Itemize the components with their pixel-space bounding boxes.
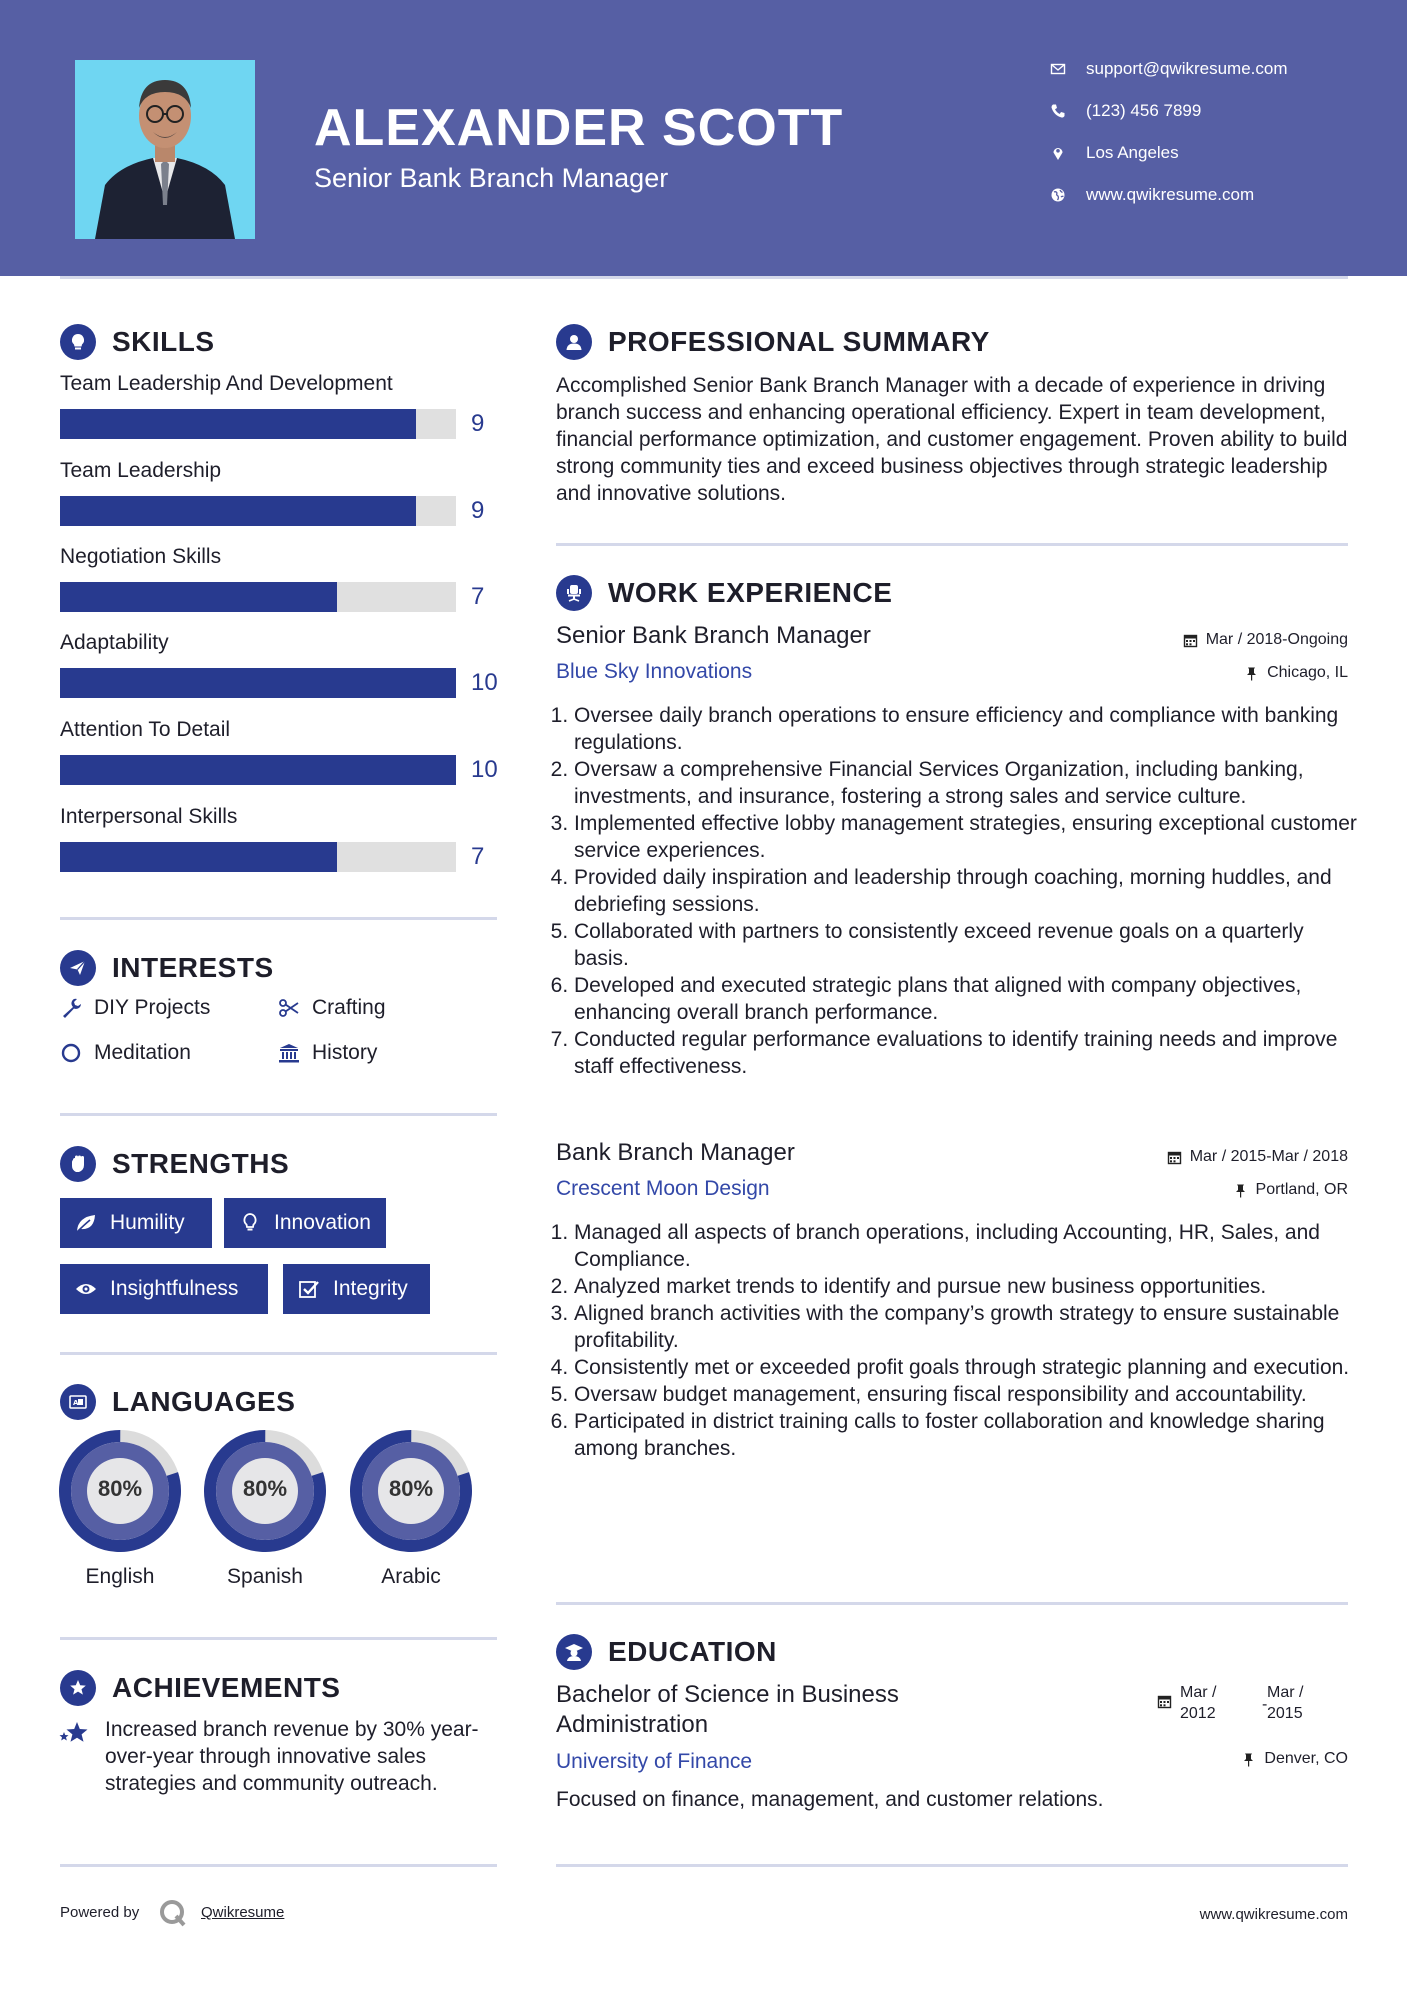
location-icon xyxy=(1050,145,1066,161)
skill-label: Negotiation Skills xyxy=(60,545,222,568)
interest-label: History xyxy=(312,1041,378,1064)
duty-item: 1. Oversee daily branch operations to ensure efficiency and compliance with banking regulations. xyxy=(574,702,1364,756)
experience-section-header xyxy=(556,573,892,613)
skill-bar xyxy=(60,496,456,526)
user-section-icon xyxy=(556,324,592,360)
summary-section-header xyxy=(556,322,990,362)
achievements-section-header xyxy=(60,1668,340,1708)
language-percent: 80% xyxy=(242,1476,288,1501)
strength-badge xyxy=(224,1198,386,1248)
skill-label: Team Leadership xyxy=(60,459,222,482)
contact-phone-text: (123) 456 7899 xyxy=(1086,101,1202,120)
leaf-icon xyxy=(74,1211,98,1235)
interest-item xyxy=(278,996,386,1020)
stars-icon xyxy=(58,1720,90,1748)
interest-item xyxy=(278,1041,377,1065)
contact-location xyxy=(1050,138,1179,168)
language-percent: 80% xyxy=(388,1476,434,1501)
skill-bar-fill xyxy=(60,668,456,698)
language-item xyxy=(204,1430,326,1588)
phone-icon xyxy=(1050,103,1066,119)
skill-bar-fill xyxy=(60,842,337,872)
wrench-icon xyxy=(60,997,82,1019)
job-dates-text: Mar / 2015-Mar / 2018 xyxy=(1189,1148,1348,1165)
skill-label: Adaptability xyxy=(60,631,169,654)
interests-section-header xyxy=(60,948,274,988)
strength-label: Innovation xyxy=(274,1211,371,1234)
language-label: Arabic xyxy=(381,1565,441,1588)
languages-title: LANGUAGES xyxy=(112,1386,296,1417)
achievement-text: Increased branch revenue by 30% year-over-year through innovative sales strategies and community outreach. xyxy=(105,1718,479,1795)
skill-value: 10 xyxy=(471,756,498,783)
duty-item: 2. Oversaw a comprehensive Financial Services Organization, including banking, investments, and insurance, fostering a strong sales and service culture. xyxy=(574,756,1364,810)
skill-value: 7 xyxy=(471,843,485,870)
job-title: Bank Branch Manager xyxy=(556,1139,795,1166)
globe-icon xyxy=(1050,187,1066,203)
strength-label: Insightfulness xyxy=(110,1277,239,1300)
paper-plane-section-icon xyxy=(60,950,96,986)
job-location xyxy=(1233,1181,1348,1199)
achievements-title: ACHIEVEMENTS xyxy=(112,1672,341,1703)
strength-badge xyxy=(283,1264,430,1314)
job-dates xyxy=(1183,631,1348,649)
duty-item: 7. Conducted regular performance evaluations to identify training needs and improve staff effectiveness. xyxy=(574,1026,1364,1080)
interest-label: Crafting xyxy=(312,996,386,1019)
job-title: Senior Bank Branch Manager xyxy=(556,622,871,649)
skill-bar xyxy=(60,755,456,785)
graduate-section-icon xyxy=(556,1634,592,1670)
skill-bar xyxy=(60,842,456,872)
skill-value: 9 xyxy=(471,497,485,524)
education-location xyxy=(1241,1750,1348,1768)
pin-icon xyxy=(1244,666,1259,681)
duty-item: 4. Provided daily inspiration and leadership through coaching, morning huddles, and debriefing sessions. xyxy=(574,864,1364,918)
calendar-icon xyxy=(1183,633,1198,648)
skill-value: 10 xyxy=(471,669,498,696)
strengths-title: STRENGTHS xyxy=(112,1148,290,1179)
qwikresume-link[interactable]: Qwikresume xyxy=(201,1904,285,1921)
interests-title: INTERESTS xyxy=(112,952,274,983)
calendar-icon xyxy=(1167,1150,1182,1165)
experience-title: WORK EXPERIENCE xyxy=(608,577,893,608)
duty-item: 2. Analyzed market trends to identify and pursue new business opportunities. xyxy=(574,1273,1364,1300)
degree: Bachelor of Science in Business Administration xyxy=(556,1681,899,1738)
job-company: Crescent Moon Design xyxy=(556,1177,770,1200)
star-badge-section-icon xyxy=(60,1670,96,1706)
candidate-name: ALEXANDER SCOTT xyxy=(314,99,844,157)
skill-bar-fill xyxy=(60,582,337,612)
section-divider xyxy=(556,1602,1348,1605)
language-item xyxy=(59,1430,181,1588)
education-date-start: Mar / 2012 xyxy=(1180,1684,1217,1722)
section-divider xyxy=(556,543,1348,546)
skills-title: SKILLS xyxy=(112,326,215,357)
calendar-icon xyxy=(1157,1694,1172,1709)
job-location xyxy=(1244,664,1348,682)
section-divider xyxy=(60,1637,497,1640)
footer-url[interactable]: www.qwikresume.com xyxy=(1199,1906,1348,1923)
strengths-section-header xyxy=(60,1144,289,1184)
education-description: Focused on finance, management, and customer relations. xyxy=(556,1788,1104,1811)
duty-item: 1. Managed all aspects of branch operations, including Accounting, HR, Sales, and Compliance. xyxy=(574,1219,1364,1273)
strength-label: Humility xyxy=(110,1211,185,1234)
education-section-header xyxy=(556,1632,777,1672)
language-section-icon xyxy=(60,1384,96,1420)
office-chair-section-icon xyxy=(556,575,592,611)
section-divider xyxy=(60,917,497,920)
lightbulb-icon xyxy=(238,1211,262,1235)
strength-badge xyxy=(60,1198,212,1248)
skill-value: 7 xyxy=(471,583,485,610)
interest-label: Meditation xyxy=(94,1041,191,1064)
contact-email[interactable] xyxy=(1050,54,1288,84)
skill-bar-fill xyxy=(60,755,456,785)
contact-location-text: Los Angeles xyxy=(1086,143,1179,162)
eye-icon xyxy=(74,1277,98,1301)
job-location-text: Chicago, IL xyxy=(1267,664,1348,681)
circle-icon xyxy=(60,1042,82,1064)
skill-value: 9 xyxy=(471,410,485,437)
duty-item: 5. Oversaw budget management, ensuring fiscal responsibility and accountability. xyxy=(574,1381,1364,1408)
job-company: Blue Sky Innovations xyxy=(556,660,753,683)
duty-item: 4. Consistently met or exceeded profit goals through strategic planning and execution. xyxy=(574,1354,1364,1381)
duty-item: 6. Participated in district training calls to foster collaboration and knowledge sharing among branches. xyxy=(574,1408,1364,1462)
education-date-end: Mar / 2015 xyxy=(1267,1684,1304,1722)
skills-section-header xyxy=(60,322,215,362)
education-date-separator: - xyxy=(1262,1696,1268,1713)
pin-icon xyxy=(1241,1752,1256,1767)
language-percent: 80% xyxy=(97,1476,143,1501)
summary-title: PROFESSIONAL SUMMARY xyxy=(608,326,990,357)
summary-text: Accomplished Senior Bank Branch Manager with a decade of experience in driving branch success and enhancing operational efficiency. Expert in team development, financial performance optimization, and customer engagement. Proven ability to build strong community ties and exceed business objectives through strategic leadership and innovative solutions. xyxy=(556,374,1348,505)
check-square-icon xyxy=(297,1277,321,1301)
section-divider xyxy=(60,1113,497,1116)
job-duties xyxy=(556,1219,1364,1462)
svg-text:A: A xyxy=(73,1399,79,1407)
contact-website-text: www.qwikresume.com xyxy=(1086,185,1255,204)
languages-section-header xyxy=(60,1382,295,1422)
contact-email-text: support@qwikresume.com xyxy=(1086,59,1288,78)
duty-item: 3. Implemented effective lobby management strategies, ensuring exceptional customer service experiences. xyxy=(574,810,1364,864)
powered-by-label: Powered by xyxy=(60,1904,140,1921)
profile-photo xyxy=(75,60,255,239)
qwikresume-logo-icon xyxy=(158,1898,188,1928)
skill-label: Interpersonal Skills xyxy=(60,805,238,828)
job-dates-text: Mar / 2018-Ongoing xyxy=(1205,631,1348,648)
mail-icon xyxy=(1050,61,1066,77)
duty-item: 6. Developed and executed strategic plans that aligned with company objectives, enhancing overall branch performance. xyxy=(574,972,1364,1026)
skill-bar xyxy=(60,409,456,439)
section-divider xyxy=(60,1864,497,1867)
skill-bar xyxy=(60,582,456,612)
contact-phone[interactable] xyxy=(1050,96,1201,126)
language-item xyxy=(350,1430,472,1588)
skill-bar xyxy=(60,668,456,698)
interest-item xyxy=(60,1041,191,1065)
job-location-text: Portland, OR xyxy=(1255,1181,1348,1198)
skill-label: Attention To Detail xyxy=(60,718,231,741)
education-location-text: Denver, CO xyxy=(1264,1750,1348,1767)
skill-bar-fill xyxy=(60,409,416,439)
job-duties xyxy=(556,702,1364,1080)
strength-badge xyxy=(60,1264,268,1314)
skill-bar-fill xyxy=(60,496,416,526)
candidate-title: Senior Bank Branch Manager xyxy=(314,163,669,193)
museum-icon xyxy=(278,1042,300,1064)
scissors-icon xyxy=(278,997,300,1019)
duty-item: 5. Collaborated with partners to consistently exceed revenue goals on a quarterly basis. xyxy=(574,918,1364,972)
interest-item xyxy=(60,996,210,1020)
skill-label: Team Leadership And Development xyxy=(60,372,393,395)
section-divider xyxy=(60,1352,497,1355)
job-dates xyxy=(1167,1148,1348,1166)
lightbulb-section-icon xyxy=(60,324,96,360)
interest-label: DIY Projects xyxy=(94,996,211,1019)
language-label: Spanish xyxy=(227,1565,303,1588)
strength-label: Integrity xyxy=(333,1277,408,1300)
fist-section-icon xyxy=(60,1146,96,1182)
language-label: English xyxy=(85,1565,155,1588)
duty-item: 3. Aligned branch activities with the company’s growth strategy to ensure sustainable profitability. xyxy=(574,1300,1364,1354)
contact-website[interactable] xyxy=(1050,180,1254,210)
pin-icon xyxy=(1233,1183,1248,1198)
section-divider xyxy=(556,1864,1348,1867)
education-title: EDUCATION xyxy=(608,1636,777,1667)
school-name: University of Finance xyxy=(556,1750,753,1773)
header-divider xyxy=(60,276,1348,279)
